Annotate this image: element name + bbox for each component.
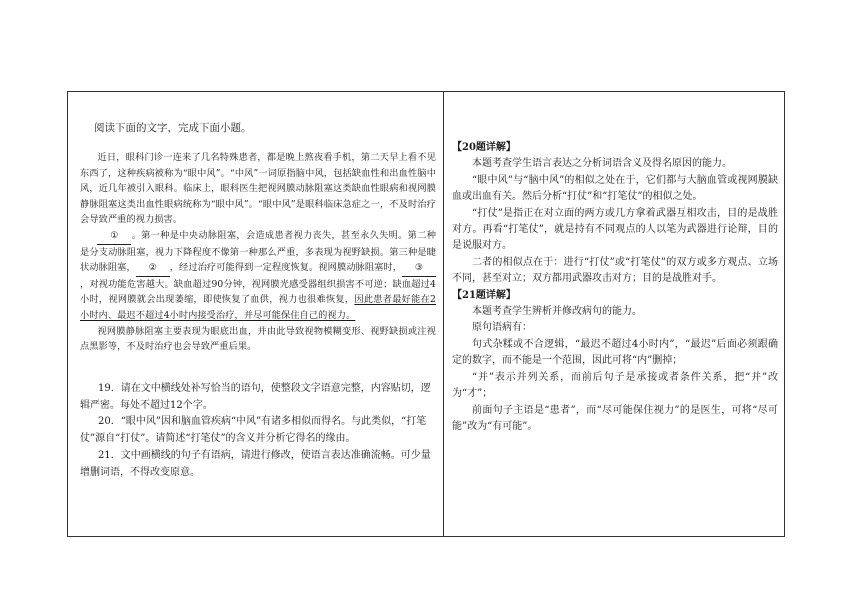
q20-line: “眼中风”与“脑中风”的相似之处在于，它们都与大脑血管或视网膜缺血或出血有关。然后分析“打仗”和“打笔仗”的相似之处。: [452, 174, 778, 203]
q21-heading: 【21题详解】: [452, 289, 516, 301]
passage-text-2b: ，经过治疗可能得到一定程度恢复。视网膜动脉阻塞时，: [169, 262, 402, 274]
q20-line: 二者的相似点在于：进行“打仗”或“打笔仗”的双方或多方观点、立场不同，甚至对立；双方都用武器攻击对方；目的是战胜对手。: [452, 256, 778, 285]
reading-instruction: 阅读下面的文字，完成下面小题。: [94, 122, 252, 134]
column-divider: [443, 91, 444, 537]
question-20: 20．“眼中风”因和脑血管疾病“中风”有诸多相似而得名。与此类似，“打笔仗”源自“打仗”。请简述“打笔仗”的含义并分析它得名的缘由。: [80, 416, 427, 445]
answer-column: [452, 140, 778, 435]
passage-paragraph-1: 近日，眼科门诊一连来了几名特殊患者，都是晚上熬夜看手机，第二天早上看不见东西了，这种疾病被称为“眼中风”。“中风”一词原指脑中风，包括缺血性和出血性脑中风，近几年被引入眼科。临床上，眼科医生把视网膜动脉阻塞这类缺血性眼病和视网膜静脉阻塞这类出血性眼病统称为“眼中风”。“眼中风”是眼科临床急症之一，不及时治疗会导致严重的视力损害。: [80, 152, 436, 226]
passage-text-2a: 。第一种是中央动脉阻塞，会造成患者视力丧失，甚至永久失明。第二种是分支动脉阻塞，视力下降程度不像第一种那么严重，多表现为视野缺损。第三种是睫状动脉阻塞，: [80, 229, 436, 274]
question-21: 21．文中画横线的句子有语病，请进行修改，使语言表达准确流畅。可少量增删词语，不得改变原意。: [80, 449, 431, 478]
answer-blank-3: ③: [402, 260, 436, 277]
underlined-sentence: 因此患者最好能在2小时内、最迟不超过4小时内接受治疗，并尽可能保住自己的视力。: [80, 294, 436, 321]
reading-passage: [80, 150, 436, 355]
answer-blank-2: ②: [136, 260, 170, 277]
q20-heading: 【20题详解】: [452, 142, 516, 153]
answer-blank-1: ①: [97, 228, 131, 245]
question-19: 19．请在文中横线处补写恰当的语句，使整段文字语意完整，内容贴切，逻辑严密。每处不超过12个字。: [80, 382, 431, 411]
q21-line: “并”表示并列关系，而前后句子是承接或者条件关系，把“并”改为“才”；: [452, 371, 778, 400]
q21-line: 句式杂糅或不合逻辑，“最迟不超过4小时内”，“最迟”后面必须跟确定的数字，而不能是一个范围，因此可将“内”删掉；: [452, 338, 778, 367]
question-list: [80, 381, 436, 482]
q21-line: 本题考查学生辨析并修改病句的能力。: [472, 306, 642, 318]
passage-text-2c: ，对视功能危害越大。缺血超过90分钟，视网膜光感受器组织损害不可逆；缺血超过4小时，视网膜就会出现萎缩，即使恢复了血供，视力也很难恢复，: [80, 278, 436, 306]
passage-paragraph-3: 视网膜静脉阻塞主要表现为眼底出血，并由此导致视物模糊变形、视野缺损或注视点黑影等，不及时治疗也会导致严重后果。: [80, 325, 436, 353]
question-column: [80, 120, 436, 482]
q21-line: 原句语病有：: [472, 322, 532, 334]
q20-line: “打仗”是指正在对立面的两方或几方拿着武器互相攻击，目的是战胜对方。再看“打笔仗”，就是持有不同观点的人以笔为武器进行论辩，目的是说服对方。: [452, 207, 778, 252]
q21-line: 前面句子主语是“患者”，而“尽可能保住视力”的是医生，可将“尽可能”改为“有可能”。: [452, 404, 778, 432]
q20-line: 本题考查学生语言表达之分析词语含义及得名原因的能力。: [472, 158, 732, 170]
passage-paragraph-2: [80, 228, 436, 324]
